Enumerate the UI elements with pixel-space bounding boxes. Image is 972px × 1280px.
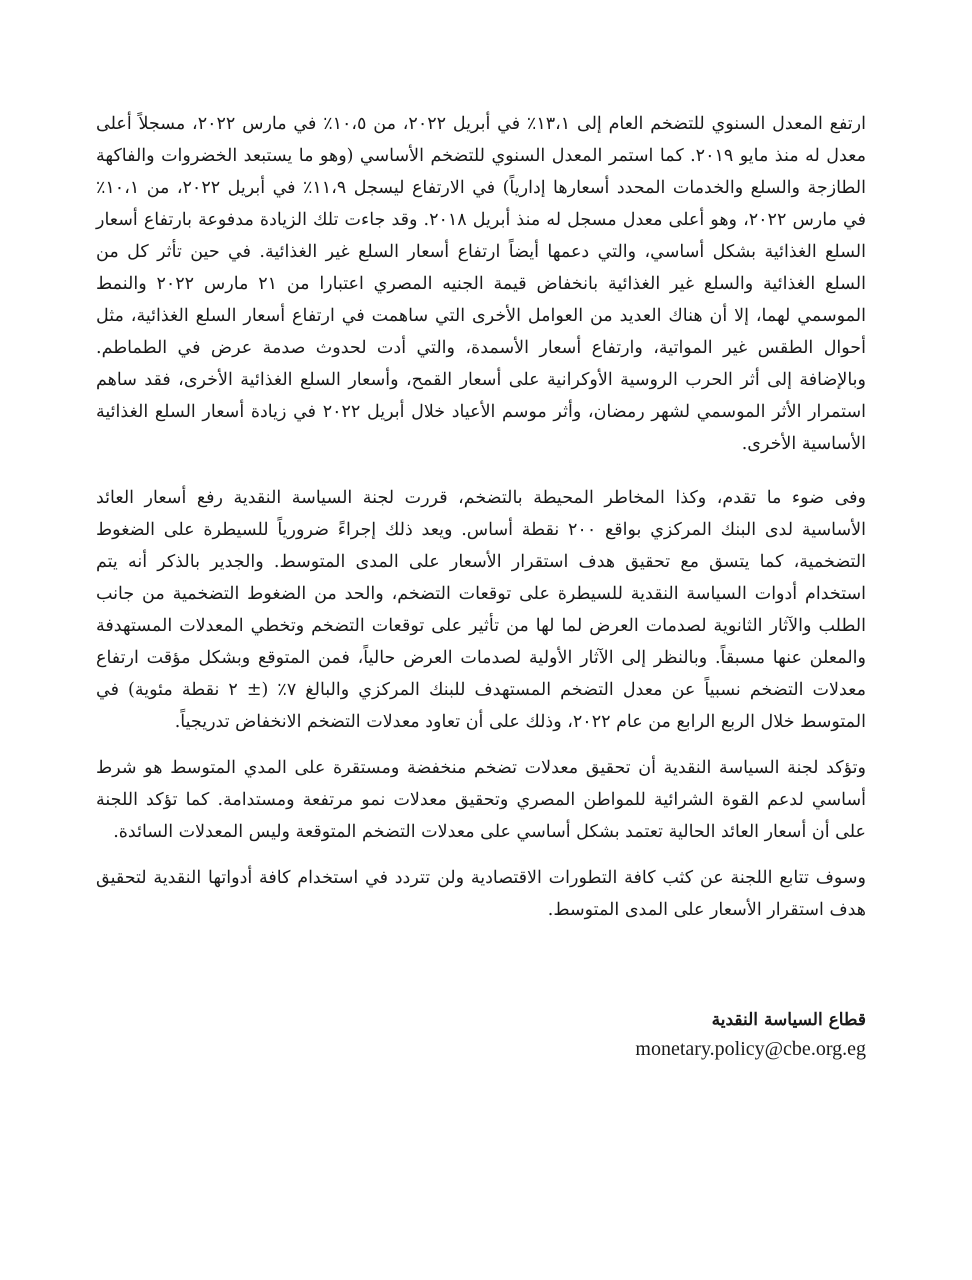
paragraph-committee: وتؤكد لجنة السياسة النقدية أن تحقيق معدلات تضخم منخفضة ومستقرة على المدي المتوسط هو شرط أساسي لدعم القوة الشرائية للمواطن المصري وتحقيق معدلات نمو مرتفعة ومستدامة. كما تؤكد اللجنة على أن أسعار العائد الحالية تعتمد بشكل أساسي على معدلات التضخم المتوقعة وليس المعدلات السائدة. [96,758,866,842]
paragraph-monitoring: وسوف تتابع اللجنة عن كثب كافة التطورات الاقتصادية ولن تتردد في استخدام كافة أدواتها النقدية لتحقيق هدف استقرار الأسعار على المدى المتوسط. [96,868,866,920]
paragraph-inflation: ارتفع المعدل السنوي للتضخم العام إلى ١٣،١٪ في أبريل ٢٠٢٢، من ١٠،٥٪ في مارس ٢٠٢٢، مسجلاً أعلى معدل له منذ مايو ٢٠١٩. كما استمر المعدل السنوي للتضخم الأساسي (وهو ما يستبعد الخضروات والفاكهة الطازجة والسلع والخدمات المحدد أسعارها إدارياً) في الارتفاع ليسجل ١١،٩٪ في أبريل ٢٠٢٢، من ١٠،١٪ في مارس ٢٠٢٢، وهو أعلى معدل مسجل له منذ أبريل ٢٠١٨. وقد جاءت تلك الزيادة مدفوعة بارتفاع أسعار السلع الغذائية بشكل أساسي، والتي دعمها أيضاً ارتفاع أسعار السلع غير الغذائية. في حين تأثر كل من السلع الغذائية والسلع غير الغذائية بانخفاض قيمة الجنيه المصري اعتبارا من ٢١ مارس ٢٠٢٢ والنمط الموسمي لهما، إلا أن هناك العديد من العوامل الأخرى التي ساهمت في ارتفاع أسعار السلع الغذائية، مثل أحوال الطقس غير المواتية، وارتفاع أسعار الأسمدة، والتي أدت لحدوث صدمة عرض في الطماطم. وبالإضافة إلى أثر الحرب الروسية الأوكرانية على أسعار القمح، وأسعار السلع الغذائية الأخرى، فقد ساهم استمرار الأثر الموسمي لشهر رمضان، وأثر موسم الأعياد خلال أبريل ٢٠٢٢ في زيادة أسعار السلع الغذائية الأساسية الأخرى. [96,114,866,454]
contact-email: monetary.policy@cbe.org.eg [635,1038,866,1060]
document-body [96,108,866,926]
signature-department: قطاع السياسة النقدية [711,1010,866,1030]
paragraph-decision: وفى ضوء ما تقدم، وكذا المخاطر المحيطة بالتضخم، قررت لجنة السياسة النقدية رفع أسعار العائد الأساسية لدى البنك المركزي بواقع ٢٠٠ نقطة أساس. ويعد ذلك إجراءً ضرورياً للسيطرة على الضغوط التضخمية، كما يتسق مع تحقيق هدف استقرار الأسعار على المدى المتوسط. والجدير بالذكر أنه يتم استخدام أدوات السياسة النقدية للسيطرة على توقعات التضخم، والحد من الضغوط التضخمية من جانب الطلب والآثار الثانوية لصدمات العرض لما لها من تأثير على توقعات التضخم وتخطي المعدلات المستهدفة والمعلن عنها مسبقاً. وبالنظر إلى الآثار الأولية لصدمات العرض حالياً، فمن المتوقع وبشكل مؤقت ارتفاع معدلات التضخم نسبياً عن معدل التضخم المستهدف للبنك المركزي والبالغ ٧٪ (± ٢ نقطة مئوية) في المتوسط خلال الربع الرابع من عام ٢٠٢٢، وذلك على أن تعاود معدلات التضخم الانخفاض تدريجياً. [96,488,867,732]
